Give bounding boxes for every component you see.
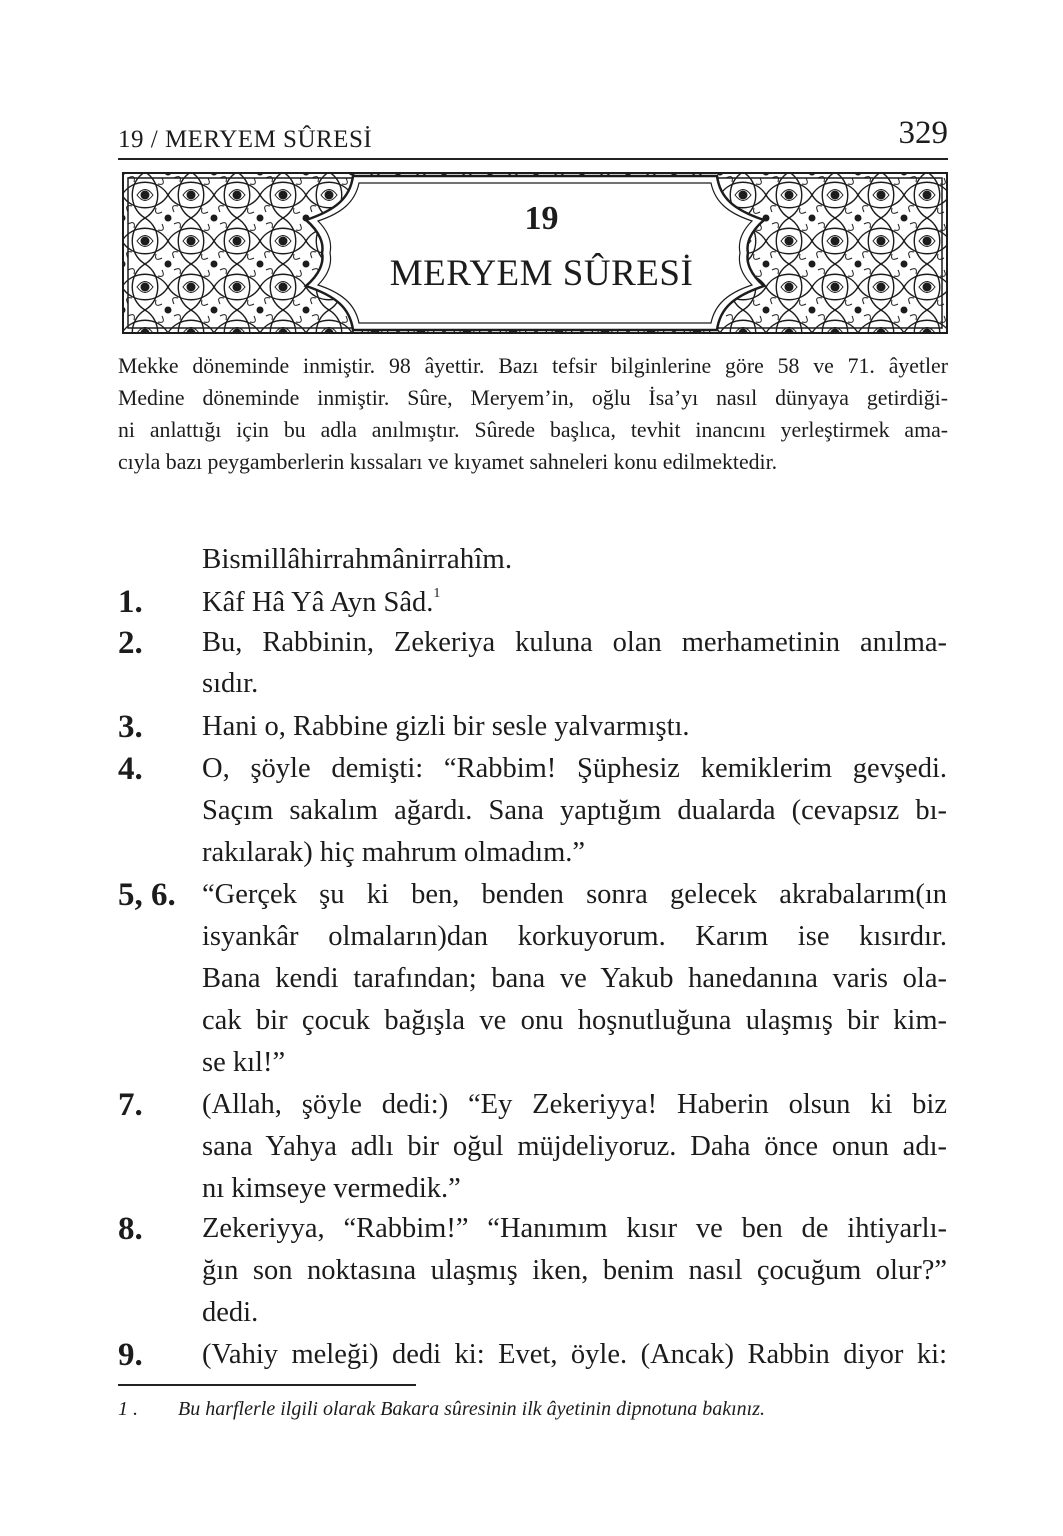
basmala: Bismillâhirrahmânirrahîm. (202, 543, 513, 575)
intro-line: cıyla bazı peygamberlerin kıssaları ve kıyamet sahneleri konu edilmektedir. (118, 450, 778, 474)
verse-line: Hani o, Rabbine gizli bir sesle yalvarmıştı. (202, 711, 690, 742)
verse-line: rakılarak) hiç mahrum olmadım.” (202, 837, 586, 868)
verse-number: 7. (118, 1087, 143, 1123)
verse-line: (Vahiy meleği) dedi ki: Evet, öyle. (Ancak) Rabbin diyor ki: (202, 1339, 947, 1370)
sura-number: 19 (524, 200, 559, 237)
verse-line: sıdır. (202, 668, 259, 699)
verse-line: Bana kendi tarafından; bana ve Yakub hanedanına varis ola- (202, 963, 947, 994)
footnote-mark: 1 . (118, 1398, 138, 1420)
verse-line: Bu, Rabbinin, Zekeriya kuluna olan merhametinin anılma- (202, 627, 947, 658)
sura-introduction (118, 350, 948, 478)
verse-line: “Gerçek şu ki ben, benden sonra gelecek akrabalarım(ın (202, 879, 947, 910)
verse-number: 4. (118, 751, 143, 787)
verse-line: O, şöyle demişti: “Rabbim! Şüphesiz kemiklerim gevşedi. (202, 753, 947, 784)
verse-line (202, 586, 947, 619)
verse-number: 2. (118, 625, 143, 661)
verse-number: 3. (118, 709, 143, 745)
verse-number: 9. (118, 1337, 143, 1373)
verse-line: (Allah, şöyle dedi:) “Ey Zekeriyya! Haberin olsun ki biz (202, 1089, 947, 1120)
sura-name: MERYEM SÛRESİ (389, 253, 694, 294)
running-header (118, 115, 948, 160)
verse-line: Zekeriyya, “Rabbim!” “Hanımım kısır ve ben de ihtiyarlı- (202, 1213, 947, 1244)
verse-line: se kıl!” (202, 1047, 286, 1078)
footnote-text: Bu harflerle ilgili olarak Bakara sûresinin ilk âyetinin dipnotuna bakınız. (178, 1398, 765, 1420)
verse-line: dedi. (202, 1297, 259, 1328)
verse-number: 8. (118, 1211, 143, 1247)
running-title: 19 / MERYEM SÛRESİ (118, 126, 373, 153)
intro-line: ni anlattığı için bu adla anılmıştır. Sûrede başlıca, tevhit inancını yerleştirmek ama- (118, 418, 948, 442)
verse-number: 5, 6. (118, 877, 176, 913)
verse-line: nı kimseye vermedik.” (202, 1173, 461, 1204)
intro-line: Medine döneminde inmiştir. Sûre, Meryem’in, oğlu İsa’yı nasıl dünyaya getirdiği- (118, 386, 948, 410)
footnote-divider (118, 1384, 416, 1386)
verse-text: Kâf Hâ Yâ Ayn Sâd. (202, 587, 434, 618)
sura-title (350, 176, 733, 324)
verse-line: sana Yahya adlı bir oğul müjdeliyoruz. Daha önce onun adı- (202, 1131, 947, 1162)
verse-line: cak bir çocuk bağışla ve onu hoşnutluğuna ulaşmış bir kim- (202, 1005, 947, 1036)
intro-line: Mekke döneminde inmiştir. 98 âyettir. Bazı tefsir bilginlerine göre 58 ve 71. âyetler (118, 354, 948, 378)
verse-line: isyankâr olmaların)dan korkuyorum. Karım ise kısırdır. (202, 921, 947, 952)
page-number: 329 (898, 115, 948, 151)
verse-number: 1. (118, 584, 143, 620)
verse-line: ğın son noktasına ulaşmış iken, benim nasıl çocuğum olur?” (202, 1255, 947, 1286)
footnote-reference: 1 (433, 586, 441, 601)
verse-line: Saçım sakalım ağardı. Sana yaptığım dualarda (cevapsız bı- (202, 795, 947, 826)
